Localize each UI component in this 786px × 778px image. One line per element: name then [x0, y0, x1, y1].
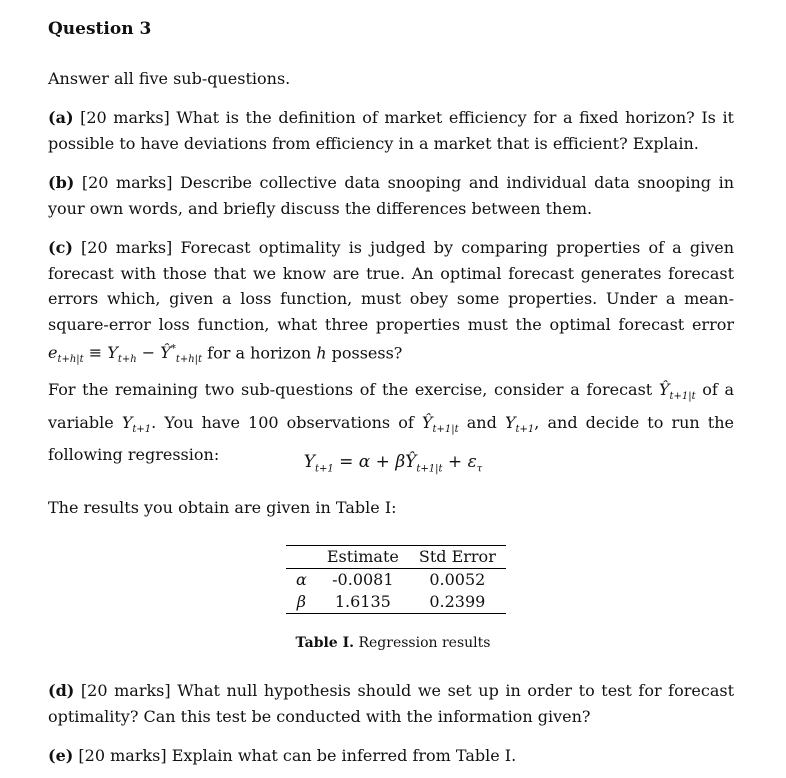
regression-table	[286, 545, 506, 614]
results-intro: The results you obtain are given in Table I:	[48, 498, 397, 517]
intro-text: Answer all five sub-questions.	[48, 69, 291, 88]
param-name: α	[296, 570, 307, 589]
question-c	[48, 235, 734, 373]
question-d	[48, 678, 734, 729]
horizon-symbol: h	[316, 343, 327, 363]
table-header: Std Error	[418, 547, 496, 566]
question-d-label: (d)	[48, 681, 75, 700]
question-d-text: [20 marks] What null hypothesis should we set up in order to test for forecast optimality? Can this test be conducted with the information given?	[48, 681, 734, 726]
question-c-text-3: possess?	[326, 343, 403, 363]
question-b-label: (b)	[48, 173, 75, 192]
table-caption-label: Table I.	[295, 635, 355, 651]
table-caption	[48, 635, 738, 651]
question-a-text: [20 marks] What is the definition of market efficiency for a fixed horizon? Is it possible to have deviations from efficiency in a market that is efficient? Explain.	[48, 108, 734, 153]
forecast-error-formula: $e_{t+h|t} \equiv Y_{t+h}$ − $Ŷ^*_{t+h|t}$	[48, 343, 203, 366]
question-e-label: (e)	[48, 746, 74, 765]
estimate-value: -0.0081	[332, 570, 394, 589]
question-e-text: [20 marks] Explain what can be inferred from Table I.	[78, 746, 517, 765]
question-c-text-2: for a horizon	[202, 343, 317, 363]
remaining-intro: For the remaining two sub-questions of the exercise, consider a forecast $Ŷ_{t+1|t}$ of a variable $Y_{t+1}$. You have 100 observations of $Ŷ_{t+1|t}$ and $Y_{t+1}$, and decide to run the following regression:	[48, 380, 735, 465]
std-error-value: 0.0052	[429, 570, 486, 589]
question-title: Question 3	[48, 19, 152, 39]
table-row	[286, 591, 506, 614]
question-a	[48, 105, 734, 156]
table-header	[286, 546, 317, 569]
table-row	[286, 569, 506, 592]
param-name: β	[296, 592, 307, 611]
estimate-value: 1.6135	[334, 592, 391, 611]
table-header: Estimate	[326, 547, 399, 566]
question-c-label: (c)	[48, 238, 73, 257]
std-error-value: 0.2399	[429, 592, 486, 611]
table-caption-text: Regression results	[358, 635, 491, 651]
question-c-text: [20 marks] Forecast optimality is judged by comparing properties of a given forecast with those that we know are true. An optimal forecast generates forecast errors which, given a loss function, must obey some properties. Under a mean-square-error loss function, what three properties must the optimal forecast error	[48, 238, 735, 334]
table-header-row	[286, 546, 506, 569]
regression-equation: $Y_{t+1} = \alpha$ + $\beta Ŷ_{t+1|t} + \varepsilon_\tau$	[303, 452, 483, 475]
question-e	[48, 743, 734, 769]
question-b-text: [20 marks] Describe collective data snooping and individual data snooping in your own words, and briefly discuss the differences between them.	[48, 173, 734, 218]
question-a-label: (a)	[48, 108, 74, 127]
question-b	[48, 170, 734, 221]
